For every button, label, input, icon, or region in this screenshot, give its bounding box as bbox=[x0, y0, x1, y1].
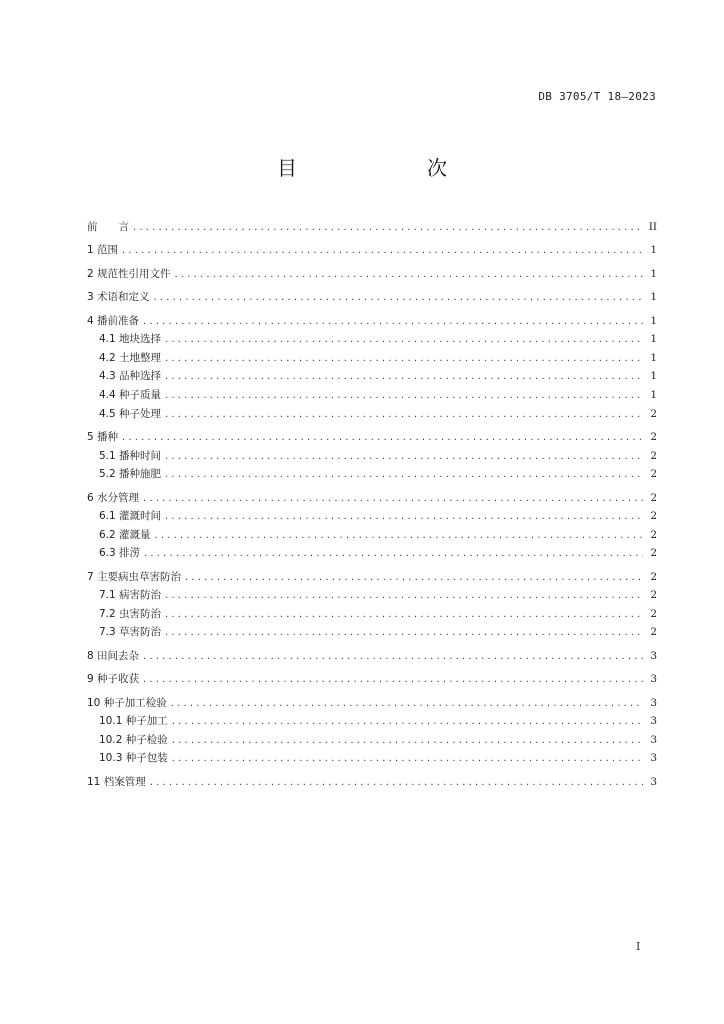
toc-leader-dots bbox=[165, 606, 643, 625]
toc-entry-page: 2 bbox=[650, 510, 657, 523]
toc-leader-dots bbox=[185, 569, 643, 588]
toc-leader-dots bbox=[154, 289, 643, 308]
toc-entry-page: 2 bbox=[650, 407, 657, 420]
toc-leader-dots bbox=[165, 466, 643, 485]
toc-entry-4[interactable] bbox=[87, 312, 657, 331]
toc-entry-label: 5 播种 bbox=[87, 430, 119, 443]
toc-entry-label: 4.5 种子处理 bbox=[99, 407, 162, 420]
toc-entry-label: 1 范围 bbox=[87, 244, 119, 257]
toc-entry-5[interactable] bbox=[87, 428, 657, 447]
toc-entry-label: 7.2 虫害防治 bbox=[99, 607, 162, 620]
toc-entry-page: 2 bbox=[650, 468, 657, 481]
toc-leader-dots bbox=[172, 713, 643, 732]
toc-entry-11[interactable] bbox=[87, 773, 657, 792]
toc-entry-page: 1 bbox=[650, 244, 657, 257]
toc-leader-dots bbox=[155, 527, 643, 546]
toc-entry-label: 6.2 灌溉量 bbox=[99, 528, 151, 541]
toc-entry-label: 10.1 种子加工 bbox=[99, 715, 168, 728]
toc-entry-7-2[interactable] bbox=[87, 605, 657, 624]
toc-leader-dots bbox=[172, 732, 643, 751]
toc-entry-label: 4.3 品种选择 bbox=[99, 370, 162, 383]
toc-leader-dots bbox=[143, 313, 643, 332]
toc-leader-dots bbox=[172, 750, 643, 769]
toc-entry-page: 2 bbox=[650, 449, 657, 462]
toc-leader-dots bbox=[143, 648, 643, 667]
toc-leader-dots bbox=[143, 671, 643, 690]
toc-entry-page: 1 bbox=[650, 291, 657, 304]
toc-entry-10-1[interactable] bbox=[87, 712, 657, 731]
toc-entry-label: 6.3 排涝 bbox=[99, 547, 141, 560]
toc-entry-label: 3 术语和定义 bbox=[87, 291, 150, 304]
toc-leader-dots bbox=[122, 429, 643, 448]
toc-entry-6-2[interactable] bbox=[87, 526, 657, 545]
toc-entry-4-2[interactable] bbox=[87, 349, 657, 368]
toc-leader-dots bbox=[150, 774, 643, 793]
toc-entry-page: 1 bbox=[650, 370, 657, 383]
toc-title: 目 次 bbox=[277, 156, 477, 180]
toc-entry-label: 7.3 草害防治 bbox=[99, 626, 162, 639]
toc-entry-6[interactable] bbox=[87, 489, 657, 508]
toc-entry-page: 3 bbox=[650, 775, 657, 788]
toc-entry-label: 5.1 播种时间 bbox=[99, 449, 162, 462]
toc-leader-dots bbox=[165, 624, 643, 643]
toc-entry-4-1[interactable] bbox=[87, 330, 657, 349]
page-number: I bbox=[636, 940, 641, 953]
toc-entry-5-1[interactable] bbox=[87, 447, 657, 466]
toc-entry-10-3[interactable] bbox=[87, 749, 657, 768]
toc-entry-page: 3 bbox=[650, 649, 657, 662]
toc-entry-9[interactable] bbox=[87, 670, 657, 689]
toc-leader-dots bbox=[144, 545, 643, 564]
toc-entry-4-3[interactable] bbox=[87, 367, 657, 386]
toc-entry-6-1[interactable] bbox=[87, 507, 657, 526]
toc-entry-page: 1 bbox=[650, 333, 657, 346]
toc-entry-page: 3 bbox=[650, 673, 657, 686]
table-of-contents bbox=[87, 218, 657, 791]
toc-entry-label: 4.4 种子质量 bbox=[99, 388, 162, 401]
toc-entry-label: 4.1 地块选择 bbox=[99, 333, 162, 346]
toc-entry-10[interactable] bbox=[87, 694, 657, 713]
toc-leader-dots bbox=[165, 350, 643, 369]
toc-entry-label: 5.2 播种施肥 bbox=[99, 468, 162, 481]
toc-entry-page: 2 bbox=[650, 491, 657, 504]
toc-entry-page: 3 bbox=[650, 733, 657, 746]
toc-leader-dots bbox=[165, 406, 643, 425]
toc-entry-page: 1 bbox=[650, 388, 657, 401]
toc-entry-label: 6.1 灌溉时间 bbox=[99, 510, 162, 523]
toc-entry-page: 3 bbox=[650, 696, 657, 709]
toc-entry-page: 1 bbox=[650, 267, 657, 280]
toc-entry-label: 10 种子加工检验 bbox=[87, 696, 167, 709]
toc-leader-dots bbox=[165, 368, 643, 387]
toc-entry-label: 4.2 土地整理 bbox=[99, 351, 162, 364]
toc-entry-page: 2 bbox=[650, 570, 657, 583]
toc-entry-3[interactable] bbox=[87, 288, 657, 307]
toc-entry-5-2[interactable] bbox=[87, 465, 657, 484]
toc-entry-label: 前 言 bbox=[87, 221, 129, 233]
toc-entry-label: 11 档案管理 bbox=[87, 775, 146, 788]
toc-entry-7[interactable] bbox=[87, 568, 657, 587]
toc-leader-dots bbox=[133, 219, 643, 238]
toc-entry-6-3[interactable] bbox=[87, 544, 657, 563]
toc-entry-8[interactable] bbox=[87, 647, 657, 666]
toc-entry-label: 7.1 病害防治 bbox=[99, 589, 162, 602]
toc-entry-4-4[interactable] bbox=[87, 386, 657, 405]
toc-leader-dots bbox=[165, 387, 643, 406]
toc-entry-7-1[interactable] bbox=[87, 586, 657, 605]
toc-entry-page: 3 bbox=[650, 715, 657, 728]
toc-leader-dots bbox=[165, 331, 643, 350]
toc-entry-page: 2 bbox=[650, 589, 657, 602]
toc-entry-10-2[interactable] bbox=[87, 731, 657, 750]
toc-entry-label: 9 种子收获 bbox=[87, 673, 140, 686]
toc-entry-page: 1 bbox=[650, 314, 657, 327]
toc-entry-4-5[interactable] bbox=[87, 405, 657, 424]
toc-leader-dots bbox=[165, 448, 643, 467]
toc-leader-dots bbox=[165, 587, 643, 606]
toc-entry-label: 10.3 种子包装 bbox=[99, 752, 168, 765]
toc-entry-page: 1 bbox=[650, 351, 657, 364]
document-code: DB 3705/T 18—2023 bbox=[538, 90, 656, 103]
toc-entry-label: 10.2 种子检验 bbox=[99, 733, 168, 746]
toc-entry-page: 2 bbox=[650, 430, 657, 443]
toc-leader-dots bbox=[143, 490, 643, 509]
toc-entry-page: 3 bbox=[650, 752, 657, 765]
toc-leader-dots bbox=[122, 242, 643, 261]
toc-entry-1[interactable] bbox=[87, 241, 657, 260]
toc-leader-dots bbox=[175, 266, 643, 285]
toc-entry-foreword[interactable] bbox=[87, 218, 657, 237]
toc-leader-dots bbox=[171, 695, 643, 714]
toc-entry-label: 7 主要病虫草害防治 bbox=[87, 570, 182, 583]
toc-leader-dots bbox=[165, 508, 643, 527]
toc-entry-label: 4 播前准备 bbox=[87, 314, 140, 327]
toc-entry-page: 2 bbox=[650, 607, 657, 620]
toc-entry-7-3[interactable] bbox=[87, 623, 657, 642]
toc-entry-page: 2 bbox=[650, 626, 657, 639]
toc-entry-page: II bbox=[648, 221, 657, 233]
toc-entry-page: 2 bbox=[650, 547, 657, 560]
toc-entry-page: 2 bbox=[650, 528, 657, 541]
toc-entry-2[interactable] bbox=[87, 265, 657, 284]
toc-entry-label: 8 田间去杂 bbox=[87, 649, 140, 662]
toc-entry-label: 6 水分管理 bbox=[87, 491, 140, 504]
toc-entry-label: 2 规范性引用文件 bbox=[87, 267, 171, 280]
